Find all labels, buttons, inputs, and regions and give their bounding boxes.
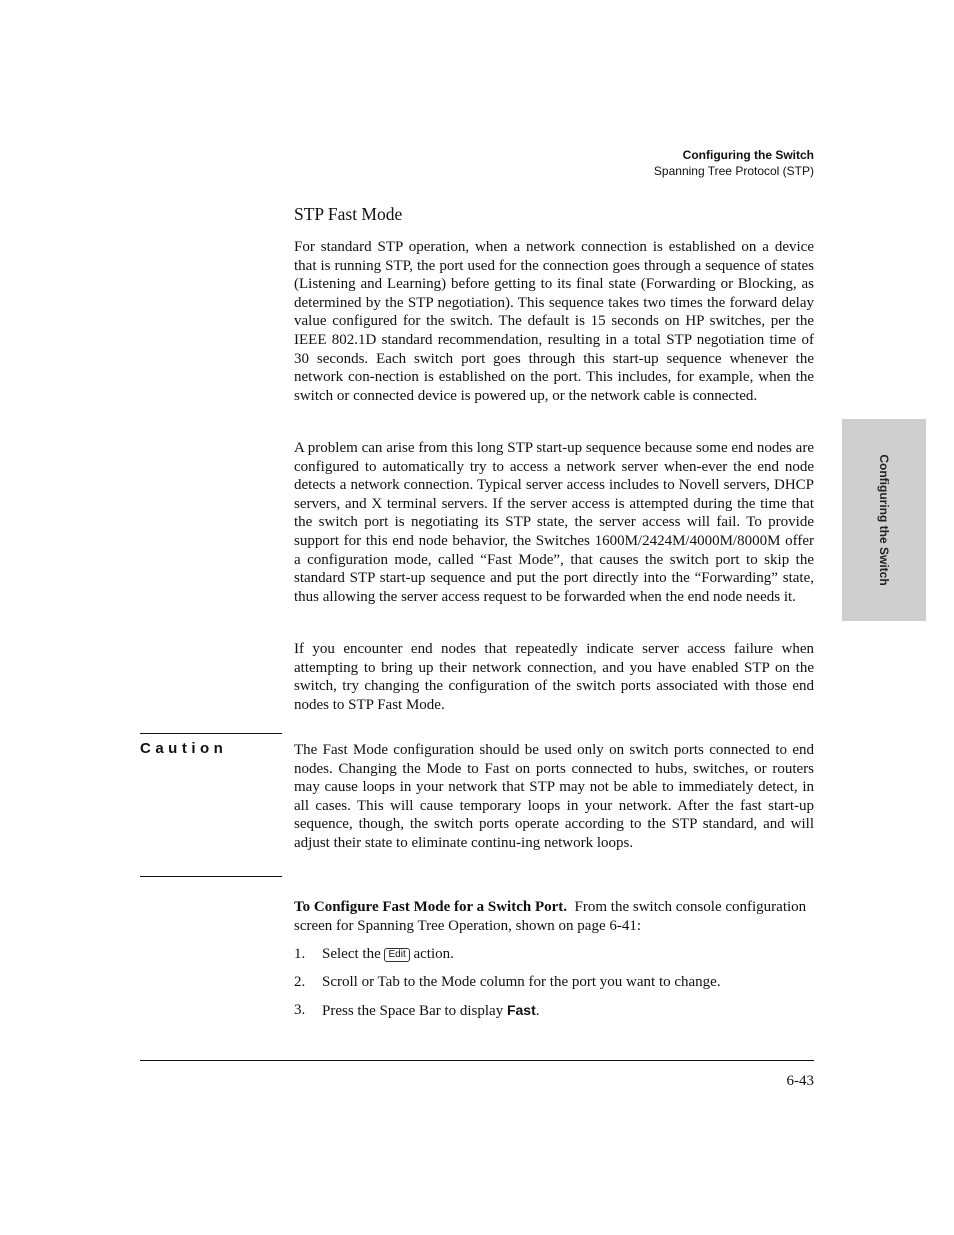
section-heading: STP Fast Mode — [294, 204, 403, 224]
page-number: 6-43 — [786, 1073, 814, 1089]
procedure-intro-text: From the switch console configuration screen for Spanning Tree Operation, shown on page 6-41: — [294, 899, 807, 934]
step-text: Press the Space Bar to display — [322, 1003, 504, 1019]
header-section-title: Spanning Tree Protocol (STP) — [653, 164, 814, 178]
step-text: Scroll or Tab to the Mode column for the port you want to change. — [322, 974, 721, 990]
header-chapter-title: Configuring the Switch — [682, 148, 814, 162]
side-tab-label: Configuring the Switch — [877, 454, 891, 586]
edit-key: Edit — [384, 948, 409, 962]
body-paragraph-1: For standard STP operation, when a network connection is established on a device that is running STP, the port used for the connection goes through a sequence of states (Listening and Learning) before getting to its final state (Forwarding or Blocking, as determined by the STP negotiation). This sequence takes two times the forward delay value configured for the switch. The default is 15 seconds on HP switches, per the IEEE 802.1D standard recommendation, resulting in a total STP negotiation time of 30 seconds. Each switch port goes through this start-up sequence whenever the network con-nection is established on the port. This includes, for example, when the switch or connected device is powered up, or the network cable is connected. — [294, 239, 814, 404]
step-text: Select the — [322, 946, 381, 962]
step-number: 2. — [294, 974, 306, 990]
step-text-after: . — [535, 1003, 540, 1019]
running-header — [654, 147, 814, 179]
procedure-lead: To Configure Fast Mode for a Switch Port. — [294, 899, 568, 915]
step-text-after: action. — [413, 946, 454, 962]
procedure-intro — [294, 898, 814, 935]
footer-rule — [140, 1060, 814, 1061]
caution-bottom-rule — [140, 876, 282, 877]
caution-top-rule — [140, 733, 282, 734]
body-paragraph-2: A problem can arise from this long STP start-up sequence because some end nodes are configured to automatically try to access a network server when-ever the end node detects a network connection. Typical server access includes to Novell servers, DHCP servers, and X terminal servers. If the server access is attempted during the time that the switch port is negotiating its STP state, the server access will fail. To provide support for this end node behavior, the Switches 1600M/2424M/4000M/8000M offer a configuration mode, called “Fast Mode”, that causes the switch port to skip the standard STP start-up sequence and put the port directly into the “Forwarding” state, thus allowing the server access request to be forwarded when the end node needs it. — [294, 440, 814, 605]
body-paragraph-3: If you encounter end nodes that repeatedly indicate server access failure when attempting to bring up their network connection, and you have enabled STP on the switch, try changing the configuration of the switch ports associated with those end nodes to STP Fast Mode. — [294, 641, 814, 713]
chapter-side-tab — [842, 419, 926, 621]
step-number: 3. — [294, 1002, 306, 1018]
caution-text: The Fast Mode configuration should be used only on switch ports connected to end nodes. Changing the Mode to Fast on ports connected to hubs, switches, or routers may cause loops in your network that STP may not be able to immediately detect, in all cases. This will cause temporary loops in your network. After the fast start-up sequence, though, the switch ports operate according to the STP standard, and will adjust their state to eliminate continu-ing network loops. — [294, 742, 814, 851]
step-number: 1. — [294, 946, 306, 962]
caution-label: Caution — [140, 740, 228, 757]
fast-option-label: Fast — [506, 1002, 536, 1018]
